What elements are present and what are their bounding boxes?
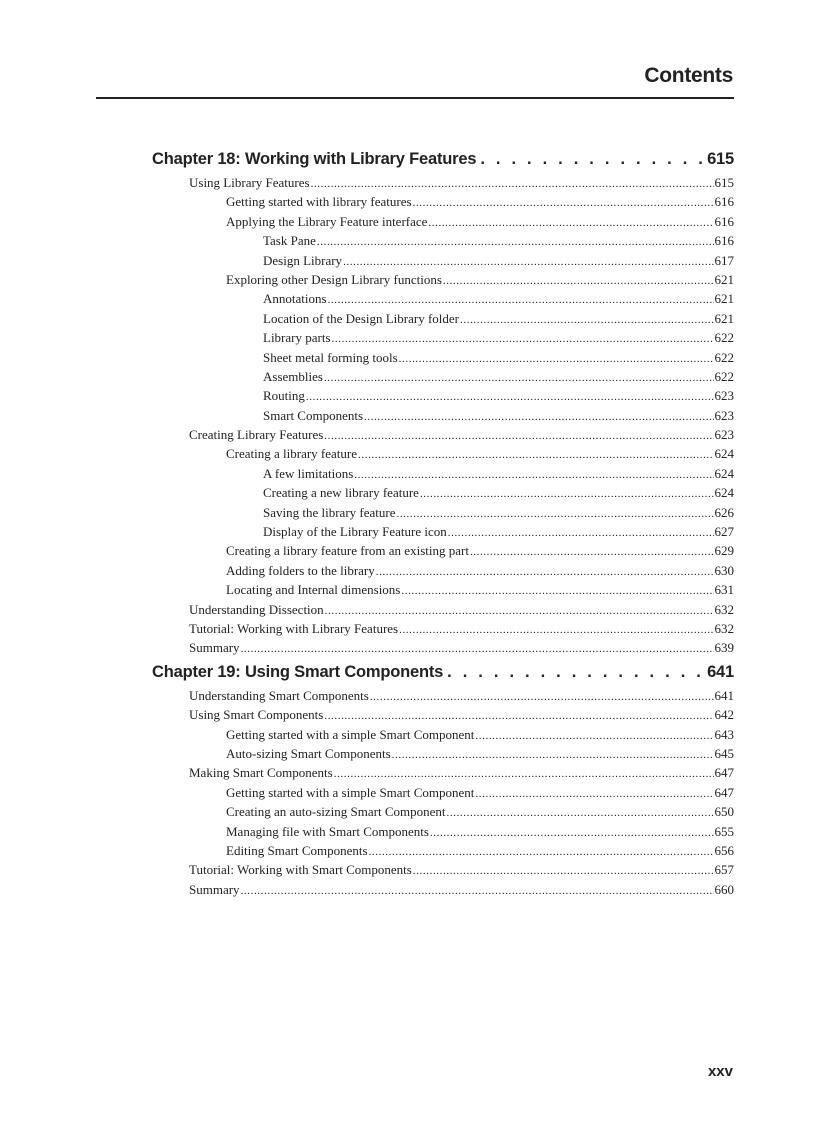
table-of-contents: [152, 145, 734, 899]
chapter-title: Chapter 18: Working with Library Features: [152, 150, 477, 168]
dot-leader: [369, 843, 714, 862]
entry-page-number: 639: [714, 640, 734, 656]
dot-leader: [447, 804, 714, 823]
entry-title: Adding folders to the library: [226, 562, 375, 578]
entry-page-number: 624: [714, 465, 734, 481]
toc-entry-level-2[interactable]: [152, 541, 734, 560]
entry-title: Getting started with a simple Smart Component: [226, 784, 475, 800]
toc-chapter-heading[interactable]: [152, 145, 734, 173]
entry-title: Creating a new library feature: [263, 485, 419, 501]
toc-entry-level-3[interactable]: [152, 289, 734, 308]
entry-title: Smart Components: [263, 407, 364, 423]
dot-leader: [241, 882, 714, 901]
dot-leader: [392, 746, 714, 765]
chapter-title: Chapter 19: Using Smart Components: [152, 662, 444, 681]
entry-title: Tutorial: Working with Library Features: [189, 620, 399, 636]
toc-entry-level-1[interactable]: [152, 880, 734, 899]
entry-page-number: 622: [714, 349, 734, 365]
toc-entry-level-3[interactable]: [152, 503, 734, 522]
entry-page-number: 616: [714, 213, 734, 229]
entry-title: Design Library: [263, 252, 343, 268]
entry-page-number: 615: [714, 175, 734, 190]
dot-leader: [399, 621, 713, 640]
dot-leader: [399, 350, 714, 369]
entry-page-number: 655: [714, 823, 734, 839]
dot-leader: [413, 194, 714, 213]
entry-title: Saving the library feature: [263, 504, 396, 520]
entry-page-number: 621: [714, 271, 734, 287]
entry-title: Using Library Features: [189, 175, 310, 190]
entry-title: Location of the Design Library folder: [263, 310, 460, 326]
entry-title: Getting started with a simple Smart Component: [226, 726, 475, 742]
toc-entry-level-2[interactable]: [152, 444, 734, 463]
dot-leader: [364, 408, 713, 427]
toc-entry-level-1[interactable]: [152, 425, 734, 444]
entry-title: Editing Smart Components: [226, 842, 368, 858]
dot-leader: [447, 658, 703, 686]
entry-page-number: 616: [714, 194, 734, 210]
toc-entry-level-2[interactable]: [152, 212, 734, 231]
dot-leader: [448, 524, 714, 543]
entry-title: Routing: [263, 388, 305, 404]
entry-page-number: 626: [714, 504, 734, 520]
entry-page-number: 624: [714, 485, 734, 501]
toc-entry-level-3[interactable]: [152, 309, 734, 328]
entry-title: Exploring other Design Library functions: [226, 271, 442, 287]
toc-entry-level-1[interactable]: [152, 860, 734, 879]
entry-page-number: 632: [714, 601, 734, 617]
toc-entry-level-1[interactable]: [152, 705, 734, 724]
toc-entry-level-3[interactable]: [152, 348, 734, 367]
dot-leader: [443, 272, 714, 291]
entry-page-number: 647: [714, 784, 734, 800]
entry-title: Annotations: [263, 291, 327, 307]
entry-page-number: 617: [714, 252, 734, 268]
entry-title: Tutorial: Working with Smart Components: [189, 862, 412, 878]
entry-page-number: 650: [714, 804, 734, 820]
entry-page-number: 632: [714, 620, 734, 636]
entry-page-number: 647: [714, 765, 734, 781]
entry-page-number: 660: [714, 881, 734, 897]
dot-leader: [430, 824, 714, 843]
entry-page-number: 657: [714, 862, 734, 878]
toc-entry-level-2[interactable]: [152, 744, 734, 763]
entry-title: Summary: [189, 881, 240, 897]
page-number: xxv: [707, 1063, 733, 1080]
entry-page-number: 656: [714, 842, 734, 858]
entry-title: Understanding Dissection: [189, 601, 324, 617]
dot-leader: [460, 311, 713, 330]
entry-page-number: 623: [714, 388, 734, 404]
entry-page-number: 623: [714, 407, 734, 423]
entry-title: Managing file with Smart Components: [226, 823, 429, 839]
dot-leader: [324, 369, 714, 388]
entry-title: Understanding Smart Components: [189, 687, 369, 703]
chapter-page-number: 641: [707, 662, 734, 681]
toc-entry-level-2[interactable]: [152, 802, 734, 821]
entry-page-number: 645: [714, 745, 734, 761]
dot-leader: [475, 785, 713, 804]
entry-title: Task Pane: [263, 233, 316, 249]
dot-leader: [413, 862, 714, 881]
toc-entry-level-2[interactable]: [152, 841, 734, 860]
dot-leader: [475, 727, 713, 746]
entry-title: Sheet metal forming tools: [263, 349, 398, 365]
toc-entry-level-1[interactable]: [152, 763, 734, 782]
entry-title: Using Smart Components: [189, 707, 324, 723]
entry-title: Summary: [189, 640, 240, 656]
entry-title: Display of the Library Feature icon: [263, 524, 447, 540]
dot-leader: [470, 543, 714, 562]
entry-title: Creating a library feature from an existing part: [226, 543, 469, 559]
dot-leader: [376, 563, 714, 582]
toc-entry-level-3[interactable]: [152, 328, 734, 347]
entry-title: Auto-sizing Smart Components: [226, 745, 391, 761]
entry-title: Creating a library feature: [226, 446, 358, 462]
entry-title: Creating an auto-sizing Smart Component: [226, 804, 446, 820]
entry-title: Making Smart Components: [189, 765, 333, 781]
toc-entry-level-3[interactable]: [152, 386, 734, 405]
toc-entry-level-2[interactable]: [152, 725, 734, 744]
toc-entry-level-2[interactable]: [152, 783, 734, 802]
chapter-page-number: 615: [707, 150, 734, 168]
entry-title: A few limitations: [263, 465, 354, 481]
entry-title: Creating Library Features: [189, 427, 324, 443]
entry-title: Library parts: [263, 330, 331, 346]
entry-page-number: 630: [714, 562, 734, 578]
dot-leader: [370, 688, 714, 707]
toc-entry-level-2[interactable]: [152, 580, 734, 599]
toc-entry-level-3[interactable]: [152, 464, 734, 483]
toc-entry-level-3[interactable]: [152, 367, 734, 386]
toc-entry-level-2[interactable]: [152, 822, 734, 841]
entry-page-number: 629: [714, 543, 734, 559]
entry-page-number: 621: [714, 310, 734, 326]
entry-page-number: 622: [714, 330, 734, 346]
dot-leader: [401, 582, 713, 601]
toc-chapter-heading[interactable]: [152, 658, 734, 686]
entry-title: Assemblies: [263, 368, 323, 384]
dot-leader: [306, 388, 714, 407]
toc-entry-level-1[interactable]: [152, 173, 734, 192]
entry-title: Getting started with library features: [226, 194, 412, 210]
entry-page-number: 642: [714, 707, 734, 723]
dot-leader: [428, 214, 713, 233]
toc-entry-level-2[interactable]: [152, 561, 734, 580]
toc-entry-level-2[interactable]: [152, 192, 734, 211]
dot-leader: [420, 485, 714, 504]
entry-page-number: 616: [714, 233, 734, 249]
dot-leader: [358, 446, 713, 465]
toc-entry-level-3[interactable]: [152, 231, 734, 250]
toc-entry-level-3[interactable]: [152, 251, 734, 270]
entry-page-number: 631: [714, 582, 734, 598]
dot-leader: [317, 233, 714, 252]
running-header-title: Contents: [644, 64, 733, 87]
toc-entry-level-1[interactable]: [152, 600, 734, 619]
dot-leader: [324, 427, 713, 446]
entry-title: Applying the Library Feature interface: [226, 213, 428, 229]
entry-page-number: 627: [714, 524, 734, 540]
entry-page-number: 621: [714, 291, 734, 307]
entry-page-number: 623: [714, 427, 734, 443]
toc-entry-level-3[interactable]: [152, 483, 734, 502]
toc-entry-level-1[interactable]: [152, 619, 734, 638]
toc-entry-level-3[interactable]: [152, 522, 734, 541]
entry-title: Locating and Internal dimensions: [226, 582, 401, 598]
toc-entry-level-3[interactable]: [152, 406, 734, 425]
entry-page-number: 622: [714, 368, 734, 384]
entry-page-number: 643: [714, 726, 734, 742]
toc-entry-level-1[interactable]: [152, 638, 734, 657]
header-rule: [96, 97, 734, 99]
entry-page-number: 624: [714, 446, 734, 462]
entry-page-number: 641: [714, 687, 734, 703]
toc-entry-level-2[interactable]: [152, 270, 734, 289]
dot-leader: [480, 145, 703, 173]
toc-entry-level-1[interactable]: [152, 686, 734, 705]
